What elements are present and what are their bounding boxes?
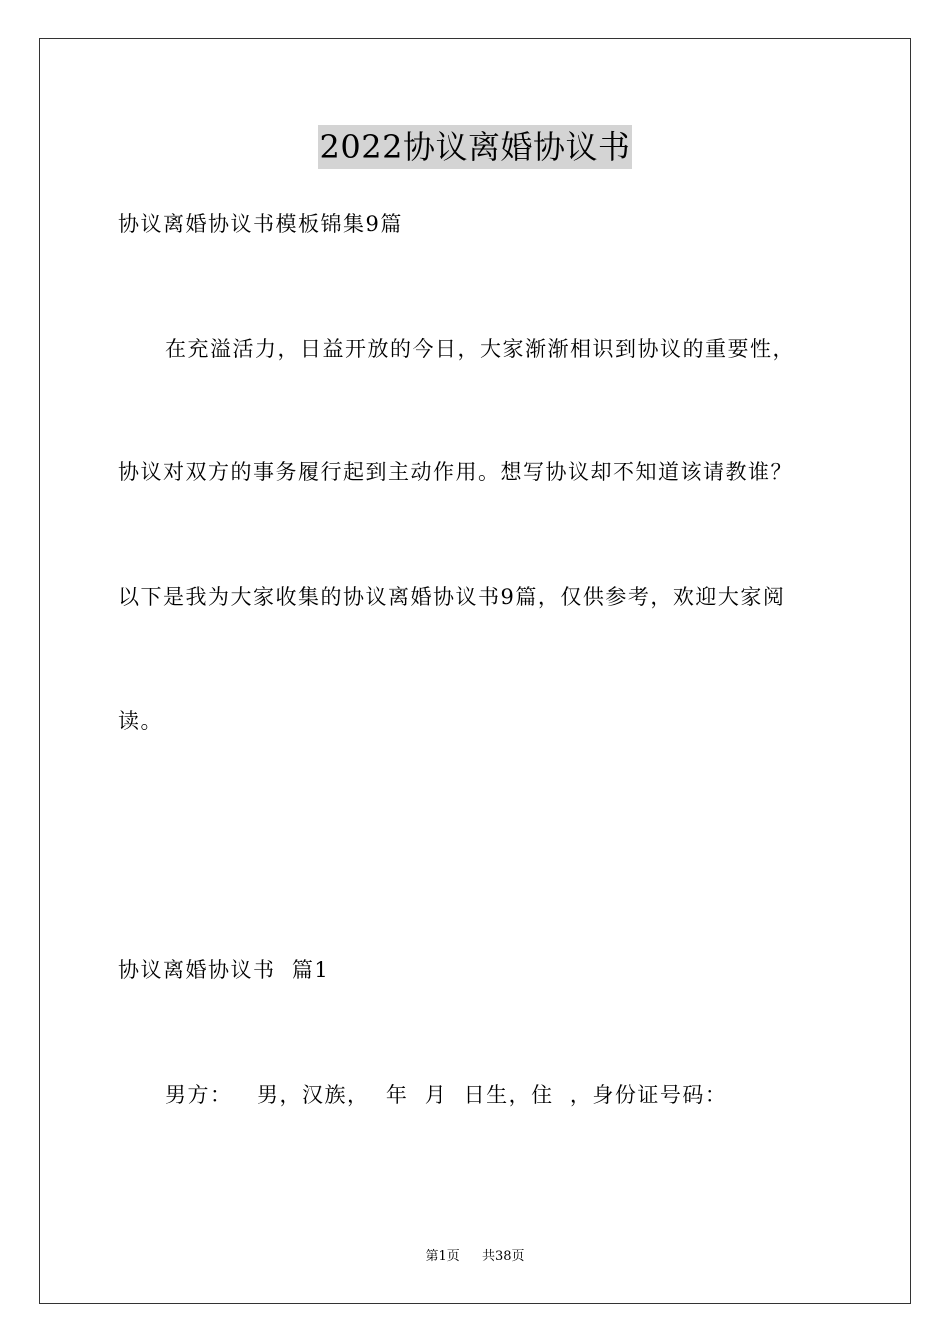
title-wrap — [0, 125, 950, 169]
page-total: 共38页 — [482, 1249, 525, 1264]
paragraph-line: 以下是我为大家收集的协议离婚协议书9篇，仅供参考，欢迎大家阅 — [118, 585, 786, 609]
paragraph-line: 读。 — [118, 709, 163, 733]
paragraph-line: 在充溢活力，日益开放的今日，大家渐渐相识到协议的重要性， — [165, 337, 795, 361]
page-footer — [0, 1248, 950, 1266]
paragraph-line: 协议对双方的事务履行起到主动作用。想写协议却不知道该请教谁？ — [118, 460, 793, 484]
section-heading: 协议离婚协议书 篇1 — [118, 958, 330, 982]
document-subtitle: 协议离婚协议书模板锦集9篇 — [118, 212, 403, 236]
page-number: 第1页 — [425, 1249, 460, 1264]
document-title: 2022协议离婚协议书 — [318, 125, 633, 169]
party-line: 男方： 男，汉族， 年 月 日生，住 ，身份证号码： — [165, 1083, 728, 1107]
